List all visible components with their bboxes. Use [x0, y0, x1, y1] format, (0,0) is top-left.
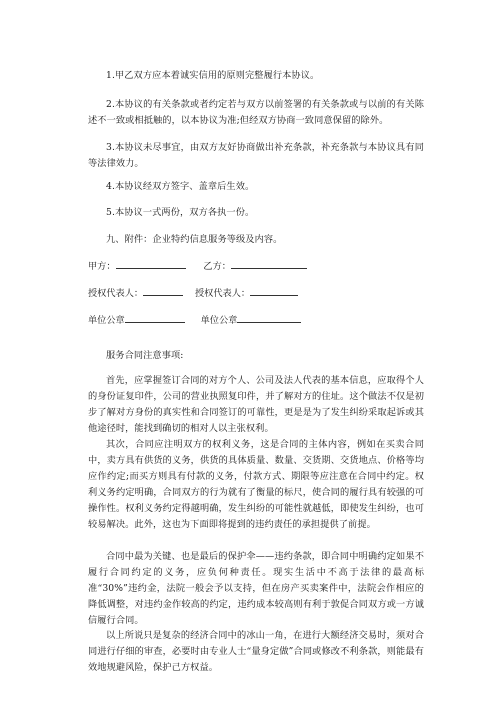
party-b-label: 乙方： [203, 261, 231, 272]
signature-row-seals [88, 312, 301, 328]
notes-paragraph-2: 其次，合同应注明双方的权利义务，这是合同的主体内容，例如在买卖合同中，卖方具有供货的义务，供货的具体质量、数量、交货期、交货地点、价格等均应作约定;而买方则具有付款的义务，付款方式、期限等应注意在合同中约定。权利义务约定明确，合同双方的行为就有了衡量的标尺，使合同的履行具有较强的可操作性。权利义务约定得越明确，发生纠纷的可能性就越低，即使发生纠纷，也可较易解决。此外，这也为下面即将提到的违约责任的承担提供了前提。 [88, 439, 424, 530]
clause-3: 3.本协议未尽事宜，由双方友好协商做出补充条款，补充条款与本协议具有同等法律效力。 [88, 142, 424, 169]
signature-row-representatives [88, 285, 298, 301]
clause-1: 1.甲乙双方应本着诚实信用的原则完整履行本协议。 [106, 70, 320, 81]
rep-b-blank [250, 285, 298, 296]
party-a-blank [116, 258, 186, 269]
party-b-blank [231, 258, 307, 269]
notes-paragraph-1: 首先，应掌握签订合同的对方个人、公司及法人代表的基本信息，应取得个人的身份证复印件，公司的营业执照复印件，并了解对方的住址。这个做法不仅是初步了解对方身份的真实性和合同签订的可靠性，更是是为了发生纠纷采取起诉或其他途径时，能找到确切的相对人以主张权利。 [88, 375, 424, 434]
rep-a-blank [143, 285, 183, 296]
rep-a-label: 授权代表人： [88, 288, 144, 299]
clause-5: 5.本协议一式两份，双方各执一份。 [106, 207, 255, 218]
attachment-line: 九、附件：企业特约信息服务等级及内容。 [106, 234, 283, 245]
notes-paragraph-4: 以上所说只是复杂的经济合同中的冰山一角，在进行大额经济交易时，须对合同进行仔细的审查，必要时由专业人士“量身定做”合同或修改不利条款，则能最有效地规避风险，保护己方权益。 [88, 630, 424, 673]
notes-heading: 服务合同注意事项: [106, 350, 184, 361]
notes-paragraph-3: 合同中最为关键、也是最后的保护伞——违约条款，即合同中明确约定如果不履行合同约定的义务，应负何种责任。现实生活中不高于法律的最高标准“30%”违约金，法院一般会予以支持，但在房产买卖案件中，法院会作相应的降低调整，对违约金作较高的约定，违约成本较高则有利于敦促合同双方或一方诚信履行合同。 [88, 551, 424, 626]
clause-2: 2.本协议的有关条款或者约定若与双方以前签署的有关条款或与以前的有关陈述不一致或相抵触的，以本协议为准;但经双方协商一致同意保留的除外。 [88, 99, 424, 126]
rep-b-label: 授权代表人： [194, 288, 251, 299]
seal-a-blank [125, 312, 185, 323]
party-a-label: 甲方： [88, 261, 116, 272]
signature-row-parties [88, 258, 307, 274]
clause-4: 4.本协议经双方签字、盖章后生效。 [106, 181, 255, 192]
seal-a-label: 单位公章 [88, 315, 125, 326]
seal-b-blank [237, 312, 301, 323]
seal-b-label: 单位公章 [200, 315, 238, 326]
